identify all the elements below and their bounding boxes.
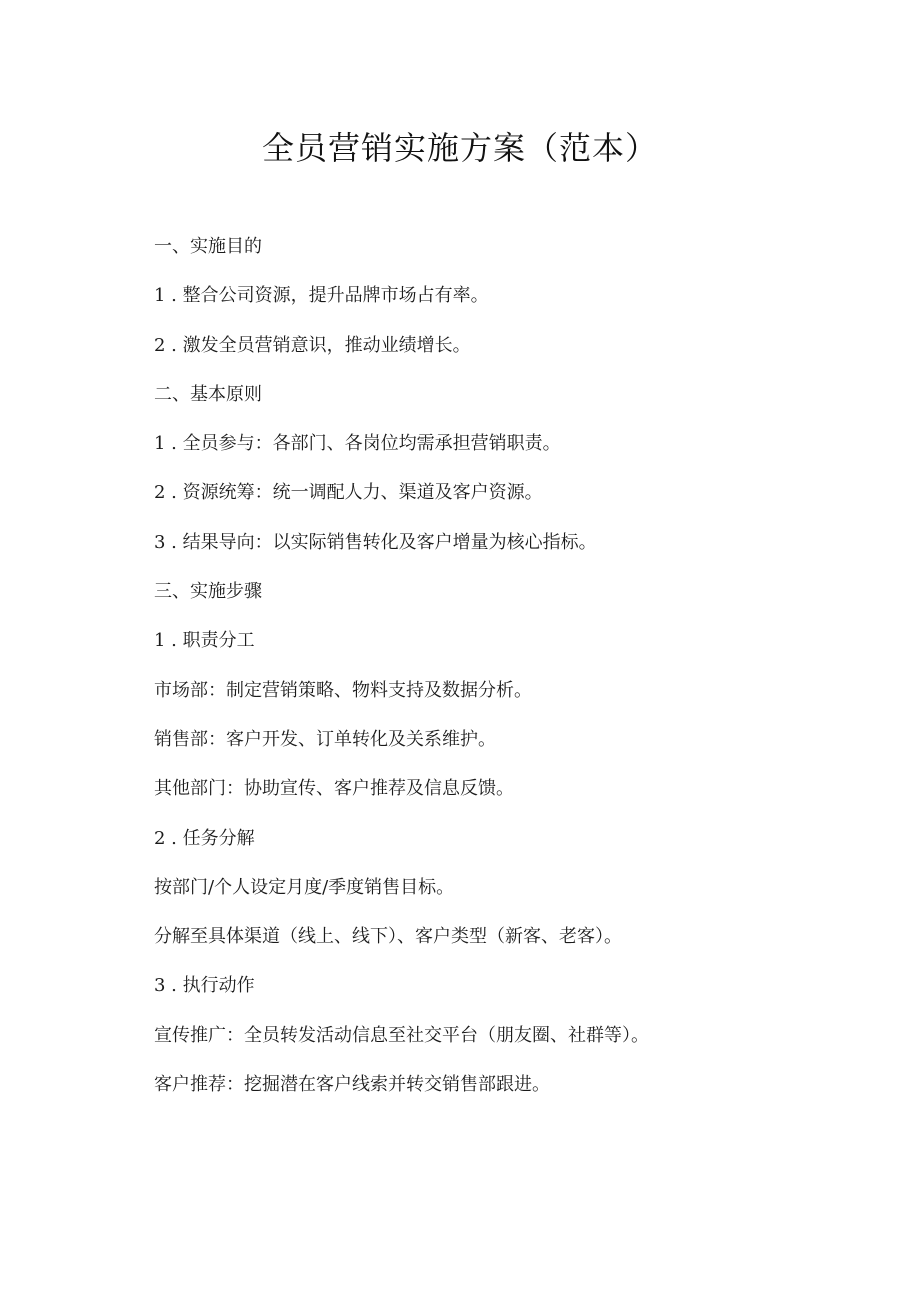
document-body [154, 234, 854, 1121]
section-heading-steps: 三、实施步骤 [154, 581, 262, 603]
paragraph-purpose-1: 1 . 整合公司资源，提升品牌市场占有率。 [154, 285, 489, 307]
paragraph-principle-2: 2 . 资源统筹：统一调配人力、渠道及客户资源。 [154, 482, 543, 504]
paragraph-other-depts: 其他部门：协助宣传、客户推荐及信息反馈。 [154, 778, 514, 800]
paragraph-sales-dept: 销售部：客户开发、订单转化及关系维护。 [154, 728, 496, 750]
paragraph-promotion: 宣传推广：全员转发活动信息至社交平台（朋友圈、社群等）。 [154, 1024, 649, 1046]
paragraph-principle-1: 1 . 全员参与：各部门、各岗位均需承担营销职责。 [154, 433, 561, 455]
paragraph-purpose-2: 2 . 激发全员营销意识，推动业绩增长。 [154, 334, 471, 356]
paragraph-marketing-dept: 市场部：制定营销策略、物料支持及数据分析。 [154, 679, 532, 701]
subheading-responsibilities: 1 . 职责分工 [154, 630, 255, 652]
subheading-actions: 3 . 执行动作 [154, 975, 255, 997]
paragraph-channels: 分解至具体渠道（线上、线下）、客户类型（新客、老客）。 [154, 926, 622, 948]
paragraph-targets: 按部门/个人设定月度/季度销售目标。 [154, 876, 455, 898]
paragraph-referral: 客户推荐：挖掘潜在客户线索并转交销售部跟进。 [154, 1074, 550, 1096]
section-heading-principles: 二、基本原则 [154, 383, 262, 405]
subheading-task-breakdown: 2 . 任务分解 [154, 827, 255, 849]
section-heading-purpose: 一、实施目的 [154, 236, 262, 257]
document-title: 全员营销实施方案（范本） [261, 129, 658, 167]
paragraph-principle-3: 3 . 结果导向：以实际销售转化及客户增量为核心指标。 [154, 531, 597, 553]
